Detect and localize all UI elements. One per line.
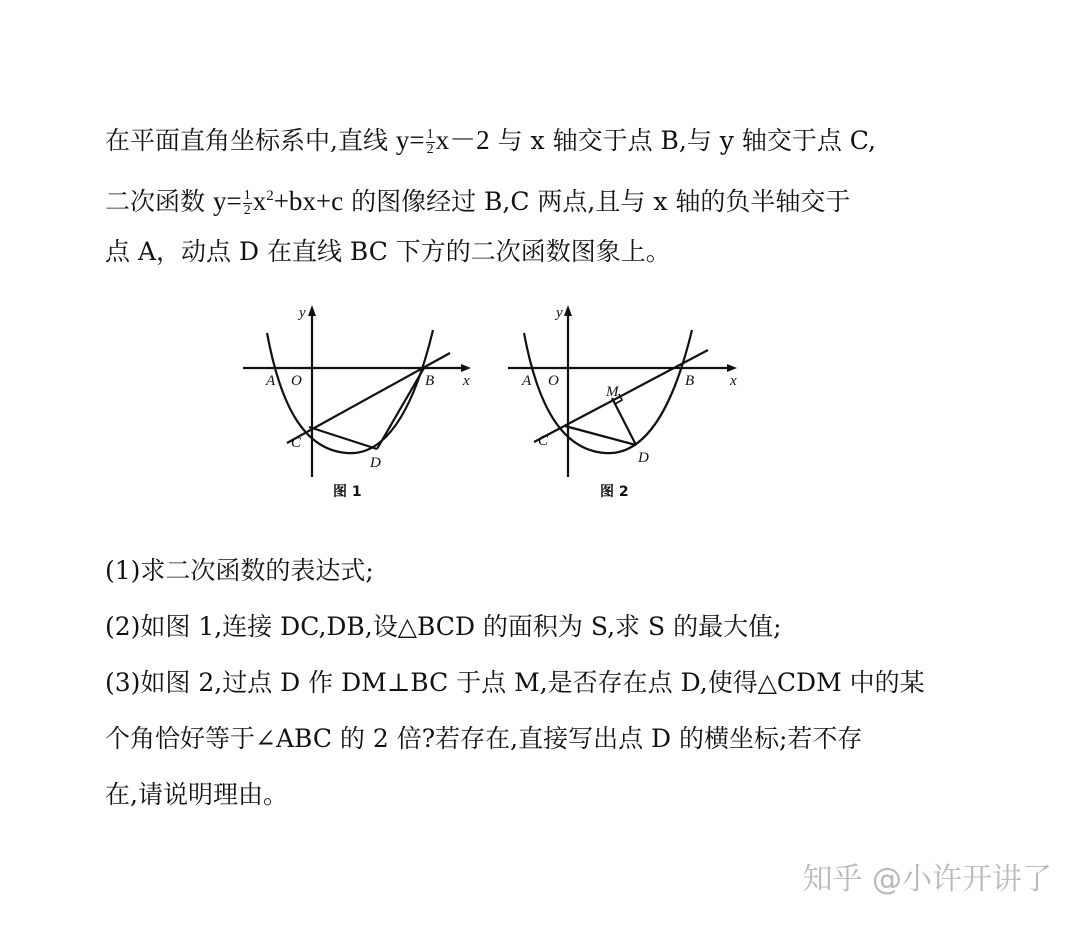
line-equation: y= $\frac{1}{2}$ x－2: [395, 125, 490, 158]
figures: [235, 295, 755, 510]
label-o: O: [291, 373, 302, 389]
fraction: $\frac{1}{2}$: [243, 188, 251, 219]
question-3-line-1: (3)如图 2,过点 D 作 DM⊥BC 于点 M,是否存在点 D,使得△CDM 中的某: [105, 668, 925, 697]
line-bc: [534, 350, 708, 442]
label-y: y: [299, 305, 306, 321]
label-c: C: [291, 435, 302, 451]
label-x: x: [730, 373, 737, 389]
problem-line-2: [105, 168, 935, 224]
question-2: (2)如图 1,连接 DC,DB,设△BCD 的面积为 S,求 S 的最大值;: [105, 612, 782, 641]
problem-text: 的图像经过 B,C 两点,且与 x 轴的负半轴交于: [343, 187, 851, 216]
questions: [105, 543, 935, 823]
problem-text: 与 x 轴交于点 B,与 y 轴交于点 C,: [489, 126, 876, 155]
y-axis-arrow: [564, 305, 572, 316]
x-axis-arrow: [727, 364, 737, 372]
label-b: B: [685, 373, 695, 389]
segment-dm: [612, 398, 636, 445]
question-3-line-2: 个角恰好等于∠ABC 的 2 倍?若存在,直接写出点 D 的横坐标;若不存: [105, 724, 863, 753]
label-c: C: [538, 433, 549, 449]
watermark: 知乎 @小许开讲了: [802, 862, 1052, 897]
figure-1-diagram: [235, 295, 480, 510]
figure-2-diagram: [500, 295, 750, 510]
segment-cd: [309, 427, 377, 449]
y-axis-arrow: [308, 305, 316, 316]
question-3-line-3: 在,请说明理由。: [105, 780, 288, 809]
x-axis-arrow: [461, 364, 471, 372]
problem-line-3: 点 A，动点 D 在直线 BC 下方的二次函数图象上。: [105, 237, 671, 266]
figure-2-caption: 图 2: [600, 484, 629, 500]
label-d: D: [370, 455, 381, 471]
figure-1-caption: 图 1: [333, 484, 362, 500]
label-d: D: [638, 450, 649, 466]
label-y: y: [556, 305, 563, 321]
quadratic-equation: y= $\frac{1}{2}$ $x^2+bx+c$: [212, 186, 344, 219]
label-a: A: [266, 373, 276, 389]
problem-line-1: [105, 112, 935, 168]
label-x: x: [463, 373, 470, 389]
label-b: B: [425, 373, 435, 389]
problem-text: 二次函数: [105, 187, 213, 216]
question-1: (1)求二次函数的表达式;: [105, 556, 374, 585]
label-o: O: [548, 373, 559, 389]
fraction: $\frac{1}{2}$: [426, 127, 434, 158]
problem-text: 在平面直角坐标系中,直线: [105, 126, 396, 155]
problem-statement: [105, 112, 935, 280]
label-m: M: [606, 384, 619, 400]
label-a: A: [522, 373, 532, 389]
